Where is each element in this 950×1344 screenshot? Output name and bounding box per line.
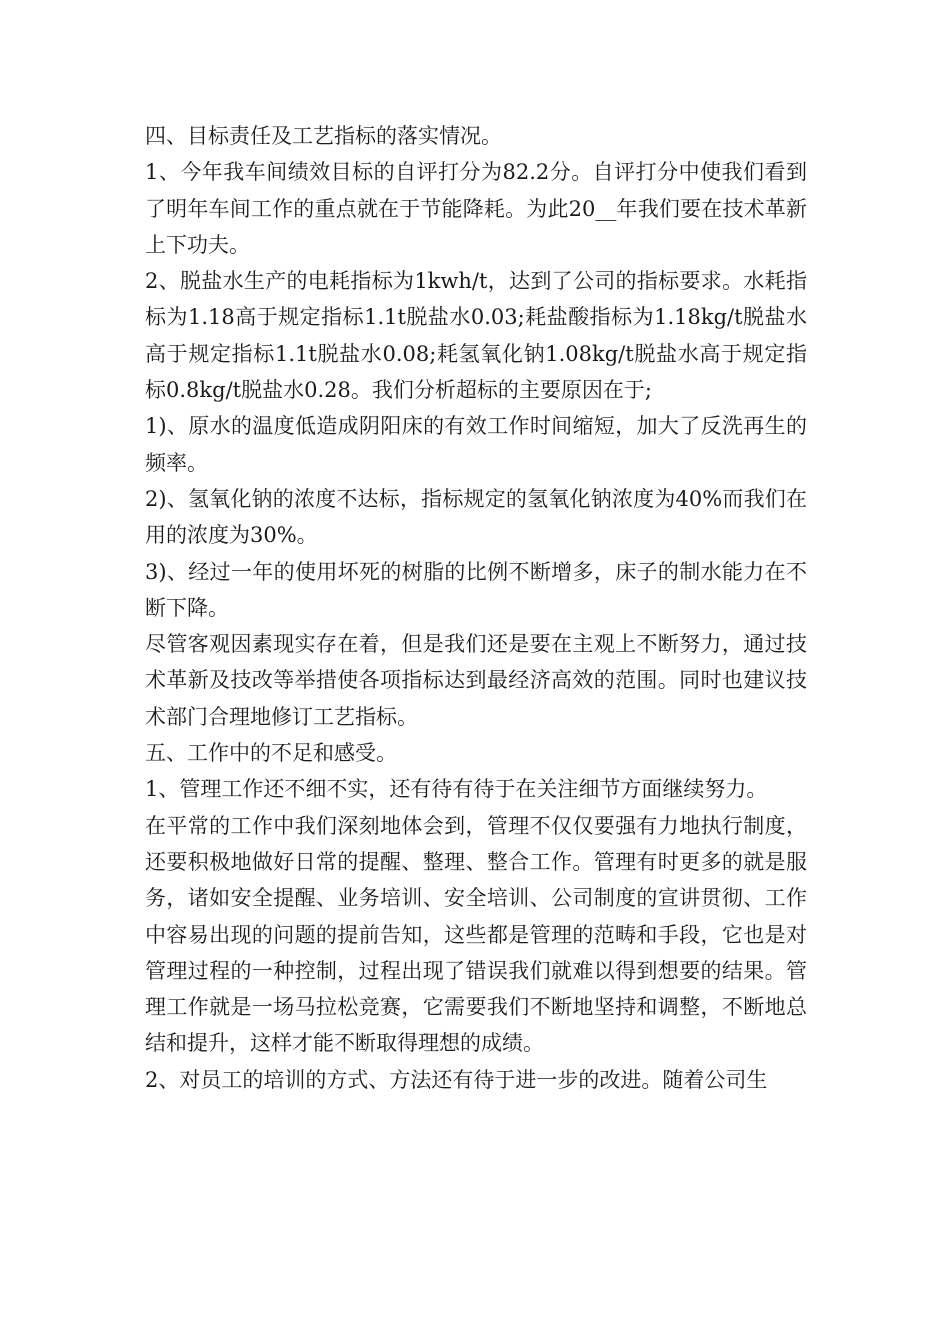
- paragraph-cause-2: 2)、氢氧化钠的浓度不达标，指标规定的氢氧化钠浓度为40%而我们在用的浓度为30%。: [145, 486, 807, 548]
- paragraph-management-1: 1、管理工作还不细不实，还有待有待于在关注细节方面继续努力。: [145, 777, 768, 802]
- section-heading-four: 四、目标责任及工艺指标的落实情况。: [145, 124, 502, 148]
- paragraph-management-detail: 在平常的工作中我们深刻地体会到，管理不仅仅要强有力地执行制度，还要积极地做好日常的提醒、整理、整合工作。管理有时更多的就是服务，诸如安全提醒、业务培训、安全培训、公司制度的宣讲贯彻、工作中容易出现的问题的提前告知，这些都是管理的范畴和手段，它也是对管理过程的一种控制，过程出现了错误我们就难以得到想要的结果。管理工作就是一场马拉松竞赛，它需要我们不断地坚持和调整，不断地总结和提升，这样才能不断取得理想的成绩。: [145, 813, 807, 1056]
- section-heading-five: 五、工作中的不足和感受。: [145, 741, 397, 766]
- document-body: [145, 118, 807, 1098]
- paragraph-consumption-indicators: 2、脱盐水生产的电耗指标为1kwh/t，达到了公司的指标要求。水耗指标为1.18高于规定指标1.1t脱盐水0.03;耗盐酸指标为1.18kg/t脱盐水高于规定指标1.1t脱盐水0.08;耗氢氧化钠1.08kg/t脱盐水高于规定指标0.8kg/t脱盐水0.28。我们分析超标的主要原因在于;: [145, 269, 807, 403]
- paragraph-cause-1: 1)、原水的温度低造成阴阳床的有效工作时间缩短，加大了反洗再生的频率。: [145, 414, 807, 475]
- paragraph-efforts: 尽管客观因素现实存在着，但是我们还是要在主观上不断努力，通过技术革新及技改等举措使各项指标达到最经济高效的范围。同时也建议技术部门合理地修订工艺指标。: [145, 632, 807, 729]
- paragraph-cause-3: 3)、经过一年的使用坏死的树脂的比例不断增多，床子的制水能力在不断下降。: [145, 559, 807, 620]
- paragraph-performance-score: 1、今年我车间绩效目标的自评打分为82.2分。自评打分中使我们看到了明年车间工作的重点就在于节能降耗。为此20__年我们要在技术革新上下功夫。: [145, 160, 807, 257]
- paragraph-training-2: 2、对员工的培训的方式、方法还有待于进一步的改进。随着公司生: [145, 1067, 768, 1092]
